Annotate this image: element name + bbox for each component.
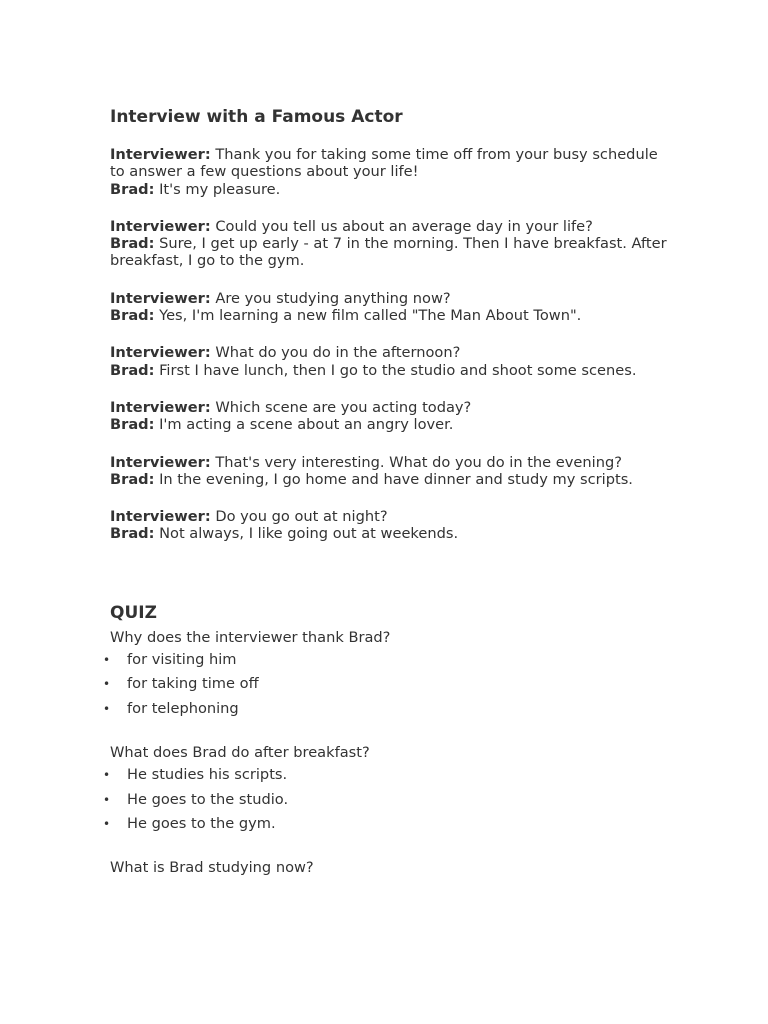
line-text: Sure, I get up early - at 7 in the morning. Then I have breakfast. After breakfast, I go to the gym. bbox=[110, 235, 667, 270]
brad-line bbox=[110, 362, 670, 379]
quiz-heading: QUIZ bbox=[110, 602, 157, 623]
interview-exchange bbox=[110, 399, 670, 434]
bullet-icon: • bbox=[103, 701, 111, 716]
option-label: for visiting him bbox=[127, 650, 237, 668]
quiz-question-block bbox=[103, 743, 670, 833]
speaker-label: Brad: bbox=[110, 416, 155, 434]
brad-line bbox=[110, 181, 670, 198]
brad-line bbox=[110, 471, 670, 488]
interviewer-line bbox=[110, 290, 670, 307]
answer-options bbox=[103, 650, 670, 718]
interview-exchange bbox=[110, 290, 670, 325]
quiz-question: What is Brad studying now? bbox=[110, 859, 314, 877]
line-text: Do you go out at night? bbox=[210, 508, 388, 526]
bullet-icon: • bbox=[103, 677, 111, 692]
interviewer-line bbox=[110, 399, 670, 416]
answer-options bbox=[103, 765, 670, 833]
interviewer-line bbox=[110, 454, 670, 471]
quiz-question: What does Brad do after breakfast? bbox=[110, 743, 370, 761]
speaker-label: Interviewer: bbox=[110, 146, 211, 163]
line-text: It's my pleasure. bbox=[154, 180, 281, 198]
speaker-label: Brad: bbox=[110, 180, 155, 198]
interviewer-line bbox=[110, 344, 670, 361]
interviewer-line bbox=[110, 508, 670, 525]
interviewer-line bbox=[110, 146, 670, 181]
bullet-icon: • bbox=[103, 792, 111, 807]
quiz-question-block bbox=[103, 628, 670, 718]
brad-line bbox=[110, 416, 670, 433]
option-label: He goes to the gym. bbox=[127, 815, 276, 833]
line-text: Could you tell us about an average day in your life? bbox=[210, 217, 593, 235]
answer-option[interactable] bbox=[103, 815, 670, 833]
answer-option[interactable] bbox=[103, 699, 670, 718]
line-text: Are you studying anything now? bbox=[210, 289, 451, 307]
bullet-icon: • bbox=[103, 767, 111, 782]
line-text: Which scene are you acting today? bbox=[210, 398, 472, 416]
option-label: He studies his scripts. bbox=[127, 765, 288, 783]
page-title: Interview with a Famous Actor bbox=[110, 107, 403, 127]
answer-option[interactable] bbox=[103, 675, 670, 693]
document-page bbox=[103, 105, 670, 881]
quiz-question-block bbox=[110, 859, 670, 877]
speaker-label: Interviewer: bbox=[110, 217, 211, 235]
line-text: Thank you for taking some time off from your busy schedule to answer a few questions about your life! bbox=[110, 146, 658, 181]
line-text: In the evening, I go home and have dinner and study my scripts. bbox=[154, 470, 633, 488]
interview-exchange bbox=[110, 454, 670, 489]
brad-line bbox=[110, 235, 670, 270]
line-text: That's very interesting. What do you do in the evening? bbox=[210, 453, 622, 471]
option-label: He goes to the studio. bbox=[127, 790, 289, 808]
speaker-label: Interviewer: bbox=[110, 398, 211, 416]
option-label: for taking time off bbox=[127, 675, 259, 693]
answer-option[interactable] bbox=[103, 650, 670, 669]
interview-exchange bbox=[110, 344, 670, 379]
answer-option[interactable] bbox=[103, 790, 670, 809]
speaker-label: Interviewer: bbox=[110, 344, 211, 362]
line-text: Not always, I like going out at weekends. bbox=[154, 525, 459, 543]
speaker-label: Brad: bbox=[110, 361, 155, 379]
option-label: for telephoning bbox=[127, 699, 239, 717]
speaker-label: Interviewer: bbox=[110, 289, 211, 307]
interview-exchange bbox=[110, 508, 670, 543]
quiz-question: Why does the interviewer thank Brad? bbox=[110, 628, 391, 646]
line-text: I'm acting a scene about an angry lover. bbox=[154, 416, 454, 434]
brad-line bbox=[110, 307, 670, 324]
interview-exchange bbox=[110, 218, 670, 270]
speaker-label: Brad: bbox=[110, 470, 155, 488]
speaker-label: Interviewer: bbox=[110, 508, 211, 526]
speaker-label: Interviewer: bbox=[110, 453, 211, 471]
interview-exchange bbox=[110, 146, 670, 198]
line-text: First I have lunch, then I go to the studio and shoot some scenes. bbox=[154, 361, 637, 379]
speaker-label: Brad: bbox=[110, 307, 155, 325]
speaker-label: Brad: bbox=[110, 235, 155, 253]
interviewer-line bbox=[110, 218, 670, 235]
line-text: What do you do in the afternoon? bbox=[210, 344, 461, 362]
bullet-icon: • bbox=[103, 652, 111, 667]
answer-option[interactable] bbox=[103, 765, 670, 784]
line-text: Yes, I'm learning a new film called "The Man About Town". bbox=[154, 307, 582, 325]
bullet-icon: • bbox=[103, 817, 111, 832]
brad-line bbox=[110, 525, 670, 542]
speaker-label: Brad: bbox=[110, 525, 155, 543]
